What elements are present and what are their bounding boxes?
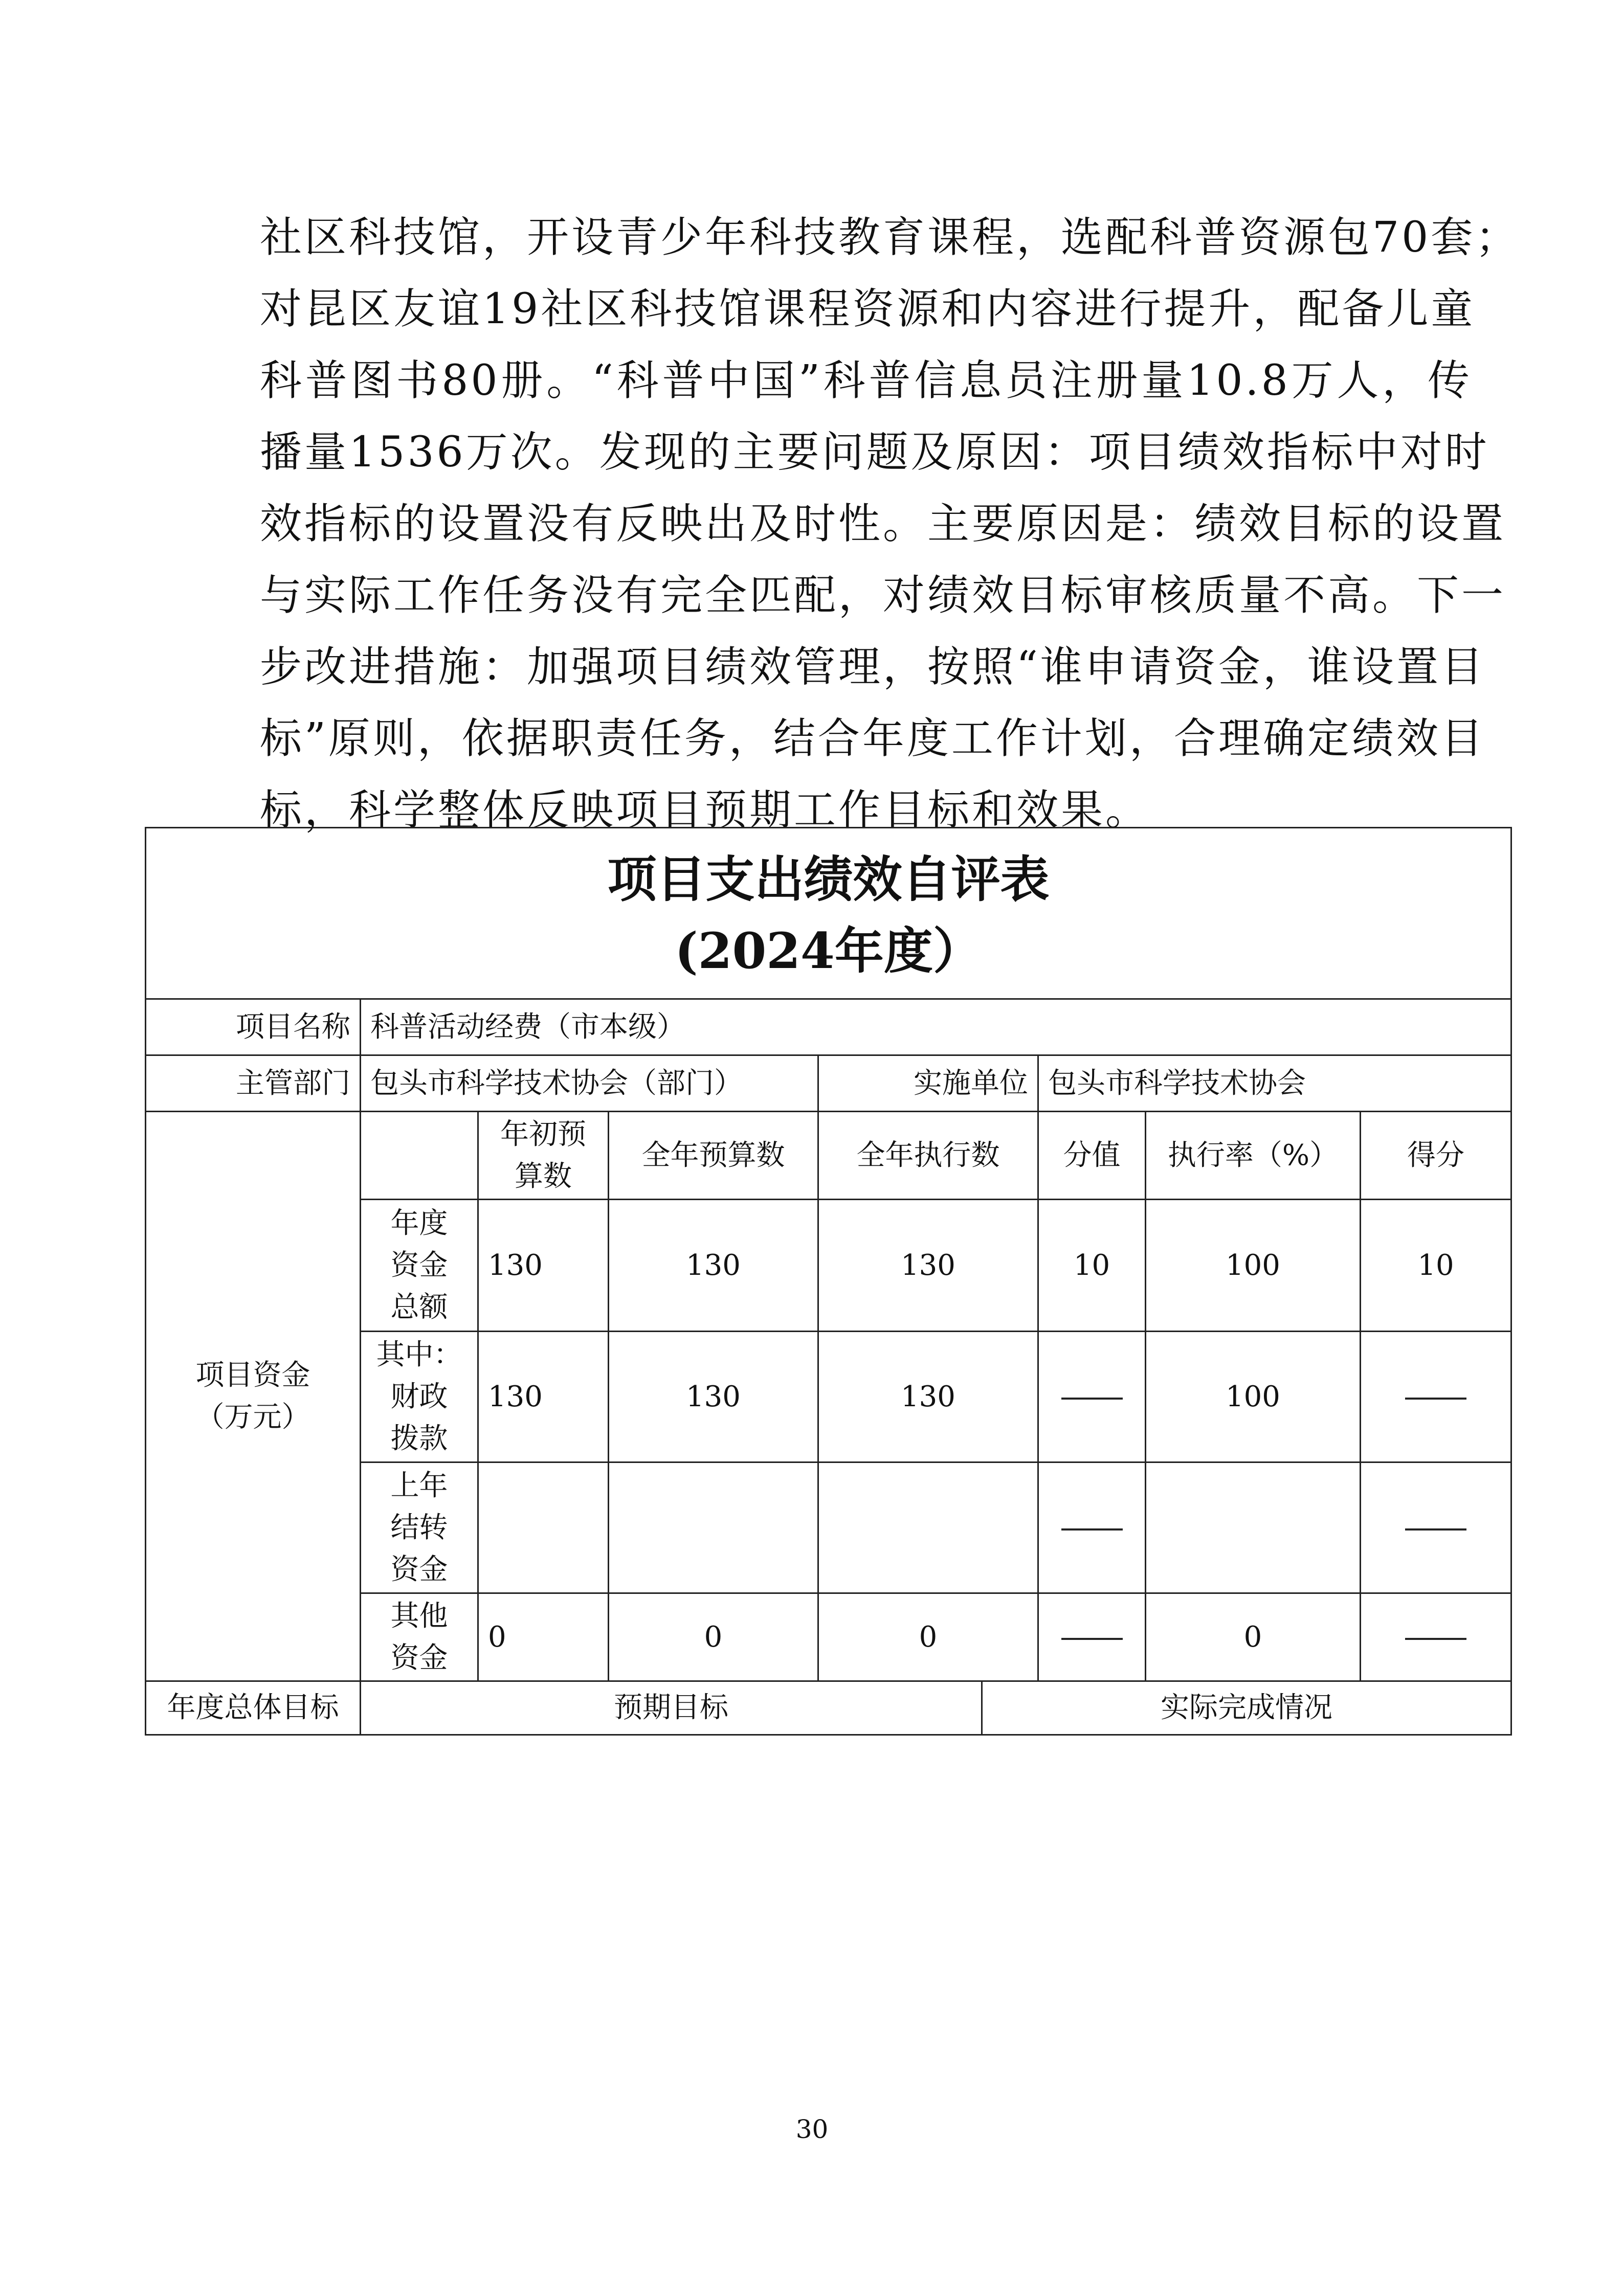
row-label-line: 其中： [376, 1338, 462, 1371]
header-score: 得分 [1361, 1112, 1511, 1200]
row-label-total [361, 1200, 478, 1332]
row-label-line: 财政 [390, 1380, 448, 1413]
paragraph-line: 效指标的设置没有反映出及时性。主要原因是：绩效目标的设置 [260, 500, 1506, 548]
paragraph-line: 社区科技馆，开设青少年科技教育课程，选配科普资源包70套； [260, 213, 1520, 262]
fiscal-initial: 130 [478, 1332, 609, 1462]
paragraph-line: 科普图书80册。“科普中国”科普信息员注册量10.8万人，传 [260, 356, 1472, 405]
dash-mark [1405, 1528, 1466, 1530]
row-label-carryover [361, 1462, 478, 1593]
body-paragraph [260, 202, 1520, 846]
fiscal-score-dash [1361, 1332, 1511, 1462]
row-label-line: 上年 [390, 1469, 448, 1502]
total-annual: 130 [609, 1200, 818, 1332]
carryover-score-dash [1361, 1462, 1511, 1593]
row-label-line: 资金 [390, 1641, 448, 1675]
other-value-dash [1038, 1593, 1146, 1681]
paragraph-line: 标，科学整体反映项目预期工作目标和效果。 [260, 786, 1150, 835]
dash-mark [1061, 1638, 1123, 1640]
header-initial-budget-line2: 算数 [515, 1159, 572, 1193]
actual-completion-label: 实际完成情况 [982, 1681, 1511, 1735]
funds-label [146, 1112, 361, 1681]
paragraph-line: 标”原则，依据职责任务，结合年度工作计划，合理确定绩效目 [260, 714, 1485, 763]
dept-value: 包头市科学技术协会（部门） [361, 1055, 818, 1112]
page-number: 30 [795, 2114, 829, 2144]
other-annual: 0 [609, 1593, 818, 1681]
other-initial: 0 [478, 1593, 609, 1681]
carryover-exec [818, 1462, 1038, 1593]
header-empty-cell [361, 1112, 478, 1200]
other-exec: 0 [818, 1593, 1038, 1681]
paragraph-line: 与实际工作任务没有完全匹配，对绩效目标审核质量不高。下一 [260, 571, 1506, 620]
row-label-line: 年度 [390, 1206, 448, 1240]
unit-value: 包头市科学技术协会 [1038, 1055, 1511, 1112]
fiscal-rate: 100 [1146, 1332, 1361, 1462]
total-rate: 100 [1146, 1200, 1361, 1332]
header-exec-rate: 执行率（%） [1146, 1112, 1361, 1200]
funds-label-unit: （万元） [195, 1400, 310, 1434]
row-label-fiscal [361, 1332, 478, 1462]
project-name-label: 项目名称 [146, 999, 361, 1055]
funds-label-line: 项目资金 [195, 1358, 310, 1392]
header-initial-budget [478, 1112, 609, 1200]
total-score: 10 [1361, 1200, 1511, 1332]
header-initial-budget-line1: 年初预 [500, 1117, 586, 1151]
total-value: 10 [1038, 1200, 1146, 1332]
dept-label: 主管部门 [146, 1055, 361, 1112]
header-annual-budget: 全年预算数 [609, 1112, 818, 1200]
table-subtitle: (2024年度） [675, 922, 982, 980]
row-label-line: 其他 [390, 1599, 448, 1633]
row-label-line: 资金 [390, 1248, 448, 1282]
expected-goal-label: 预期目标 [361, 1681, 982, 1735]
other-score-dash [1361, 1593, 1511, 1681]
total-exec: 130 [818, 1200, 1038, 1332]
total-initial: 130 [478, 1200, 609, 1332]
header-score-value: 分值 [1038, 1112, 1146, 1200]
unit-label: 实施单位 [818, 1055, 1038, 1112]
self-evaluation-table [145, 827, 1512, 1736]
carryover-rate [1146, 1462, 1361, 1593]
table-title-cell [146, 828, 1511, 999]
row-label-other [361, 1593, 478, 1681]
header-annual-exec: 全年执行数 [818, 1112, 1038, 1200]
other-rate: 0 [1146, 1593, 1361, 1681]
row-label-line: 资金 [390, 1552, 448, 1586]
goal-label: 年度总体目标 [146, 1681, 361, 1735]
dash-mark [1061, 1398, 1123, 1400]
paragraph-line: 对昆区友谊19社区科技馆课程资源和内容进行提升，配备儿童 [260, 285, 1476, 333]
project-name-value: 科普活动经费（市本级） [361, 999, 1511, 1055]
dash-mark [1061, 1528, 1123, 1530]
fiscal-value-dash [1038, 1332, 1146, 1462]
row-label-line: 总额 [390, 1290, 448, 1324]
fiscal-exec: 130 [818, 1332, 1038, 1462]
row-label-line: 拨款 [390, 1422, 448, 1455]
dash-mark [1405, 1638, 1466, 1640]
paragraph-line: 播量1536万次。发现的主要问题及原因：项目绩效指标中对时 [260, 428, 1489, 477]
table-title: 项目支出绩效自评表 [607, 850, 1050, 908]
carryover-value-dash [1038, 1462, 1146, 1593]
carryover-initial [478, 1462, 609, 1593]
paragraph-line: 步改进措施：加强项目绩效管理，按照“谁申请资金，谁设置目 [260, 643, 1485, 691]
dash-mark [1405, 1398, 1466, 1400]
carryover-annual [609, 1462, 818, 1593]
row-label-line: 结转 [390, 1511, 448, 1544]
fiscal-annual: 130 [609, 1332, 818, 1462]
